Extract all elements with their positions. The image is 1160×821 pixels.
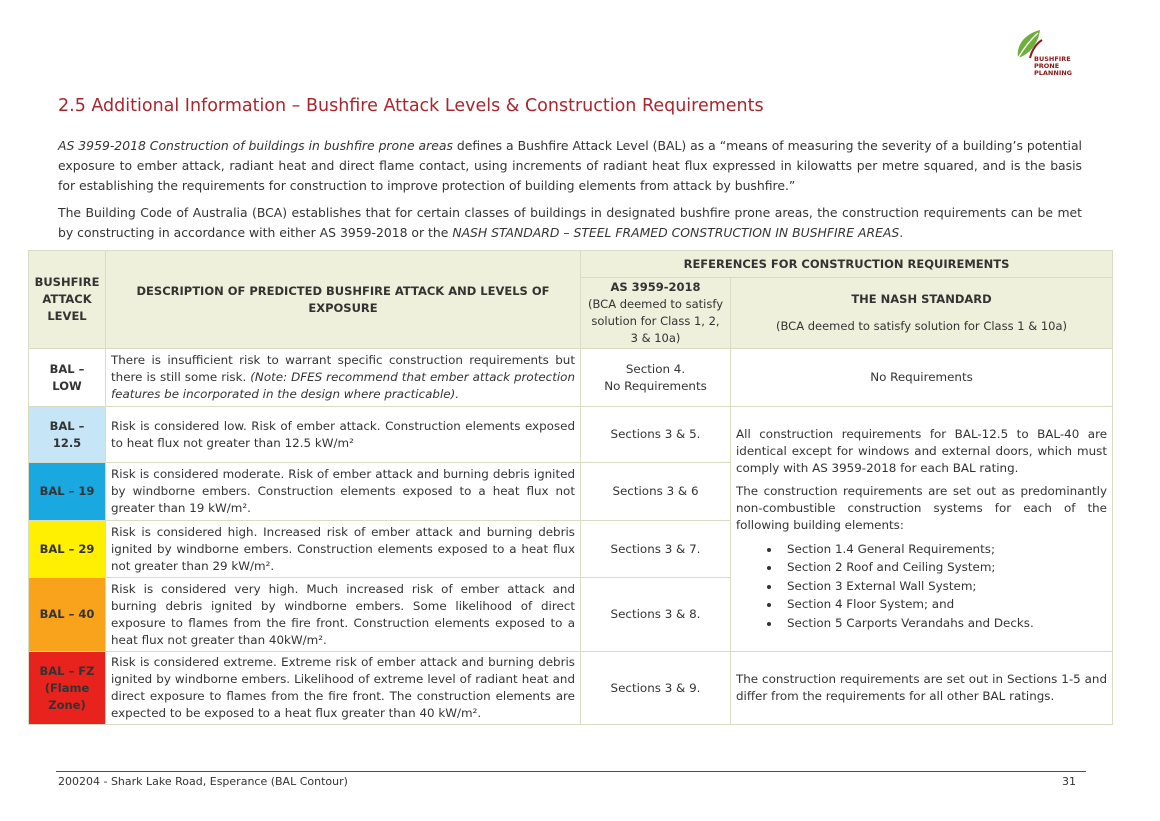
intro-text: defines a Bushfire Attack Level (BAL) as a “means of measuring the severity of a building’s potential exposure to ember attack, radiant heat and direct flame contact, using increments of radiant heat flux expressed in kilowatts per metre squared, and is the basis for establishing the requirements for construction to improve protection of building elements from attack by bushfire.” xyxy=(58,138,1082,193)
nash-reference: No Requirements xyxy=(731,349,1113,407)
bal-level-cell: BAL – 12.5 xyxy=(29,407,106,463)
bal-description: Risk is considered very high. Much increased risk of ember attack and burning debris ignited by windborne embers. Some likelihood of direct exposure to flames from the fire front. Construction elements exposed to a heat flux not greater than 40kW/m². xyxy=(106,578,581,652)
bal-level-cell: BAL – LOW xyxy=(29,349,106,407)
table-row xyxy=(29,407,1113,463)
bal-description: Risk is considered moderate. Risk of ember attack and burning debris ignited by windborne embers. Construction elements exposed to a heat flux not greater than 19 kW/m². xyxy=(106,463,581,521)
header-as3959 xyxy=(581,278,731,349)
header-nash xyxy=(731,278,1113,349)
bca-text: The Building Code of Australia (BCA) establishes that for certain classes of buildings in designated bushfire prone areas, the construction requirements can be met by constructing in accordance with either AS 3959-2018 or the xyxy=(58,205,1082,240)
nash-element-list xyxy=(736,540,1107,633)
footer-project: 200204 - Shark Lake Road, Esperance (BAL Contour) xyxy=(58,775,348,788)
bal-level-cell: BAL – FZ (Flame Zone) xyxy=(29,652,106,725)
as3959-reference: Sections 3 & 8. xyxy=(581,578,731,652)
list-item: • Section 3 External Wall System; xyxy=(781,577,1107,596)
nash-reference: The construction requirements are set out in Sections 1-5 and differ from the requirements for all other BAL ratings. xyxy=(731,652,1113,725)
bal-table xyxy=(28,250,1113,725)
footer-divider xyxy=(56,771,1086,772)
nash-paragraph: The construction requirements are set out as predominantly non-combustible construction systems for each of the following building elements: xyxy=(736,483,1108,532)
as3959-subtitle: (BCA deemed to satisfy solution for Class 1, 2, 3 & 10a) xyxy=(588,297,723,345)
as3959-reference: Sections 3 & 7. xyxy=(581,521,731,578)
as3959-reference: Sections 3 & 6 xyxy=(581,463,731,521)
bal-description: Risk is considered low. Risk of ember attack. Construction elements exposed to heat flux not greater than 12.5 kW/m² xyxy=(106,407,581,463)
list-item: • Section 2 Roof and Ceiling System; xyxy=(781,558,1107,577)
nash-subtitle: (BCA deemed to satisfy solution for Class 1 & 10a) xyxy=(776,319,1067,333)
logo-text: BUSHFIRE PRONE PLANNING xyxy=(1034,55,1073,77)
as3959-reference: Sections 3 & 5. xyxy=(581,407,731,463)
bca-paragraph: The Building Code of Australia (BCA) establishes that for certain classes of buildings in designated bushfire prone areas, the construction requirements can be met by constructing in accordance with either AS 3959-2018 or the NASH STANDARD – STEEL FRAMED CONSTRUCTION IN BUSHFIRE AREAS. xyxy=(58,205,1082,240)
bal-level-cell: BAL – 29 xyxy=(29,521,106,578)
header-references: REFERENCES FOR CONSTRUCTION REQUIREMENTS xyxy=(581,251,1113,278)
bal-description: There is insufficient risk to warrant specific construction requirements but there is still some risk. (Note: DFES recommend that ember attack protection features be incorporated in the design where practicable). xyxy=(106,349,581,407)
bal-level-cell: BAL – 19 xyxy=(29,463,106,521)
nash-standard-title: NASH STANDARD – STEEL FRAMED CONSTRUCTION IN BUSHFIRE AREAS xyxy=(452,225,900,240)
bal-description: Risk is considered extreme. Extreme risk of ember attack and burning debris ignited by windborne embers. Likelihood of extreme level of radiant heat and direct exposure to flames from the fire front. The construction elements are expected to be exposed to a heat flux greater than 40 kW/m². xyxy=(106,652,581,725)
standard-title: AS 3959-2018 Construction of buildings in bushfire prone areas xyxy=(58,138,453,153)
company-logo xyxy=(1010,28,1090,77)
section-heading: 2.5 Additional Information – Bushfire Attack Levels & Construction Requirements xyxy=(58,96,764,116)
header-level: BUSHFIRE ATTACK LEVEL xyxy=(29,251,106,349)
header-description: DESCRIPTION OF PREDICTED BUSHFIRE ATTACK AND LEVELS OF EXPOSURE xyxy=(106,251,581,349)
as3959-title: AS 3959-2018 xyxy=(610,280,701,294)
as3959-reference: Section 4. No Requirements xyxy=(581,349,731,407)
table-row xyxy=(29,349,1113,407)
as3959-reference: Sections 3 & 9. xyxy=(581,652,731,725)
bal-level-cell: BAL – 40 xyxy=(29,578,106,652)
intro-paragraph xyxy=(58,136,1082,196)
list-item: • Section 5 Carports Verandahs and Decks. xyxy=(781,614,1107,633)
nash-title: THE NASH STANDARD xyxy=(851,292,992,306)
list-item: • Section 1.4 General Requirements; xyxy=(781,540,1107,559)
page-number: 31 xyxy=(1062,775,1076,788)
bal-description: Risk is considered high. Increased risk of ember attack and burning debris ignited by windborne embers. Construction elements exposed to a heat flux not greater than 29 kW/m². xyxy=(106,521,581,578)
table-row xyxy=(29,652,1113,725)
nash-paragraph: All construction requirements for BAL-12.5 to BAL-40 are identical except for windows and external doors, which must comply with AS 3959-2018 for each BAL rating. xyxy=(736,426,1108,475)
list-item: • Section 4 Floor System; and xyxy=(781,595,1107,614)
nash-reference-merged xyxy=(731,407,1113,652)
